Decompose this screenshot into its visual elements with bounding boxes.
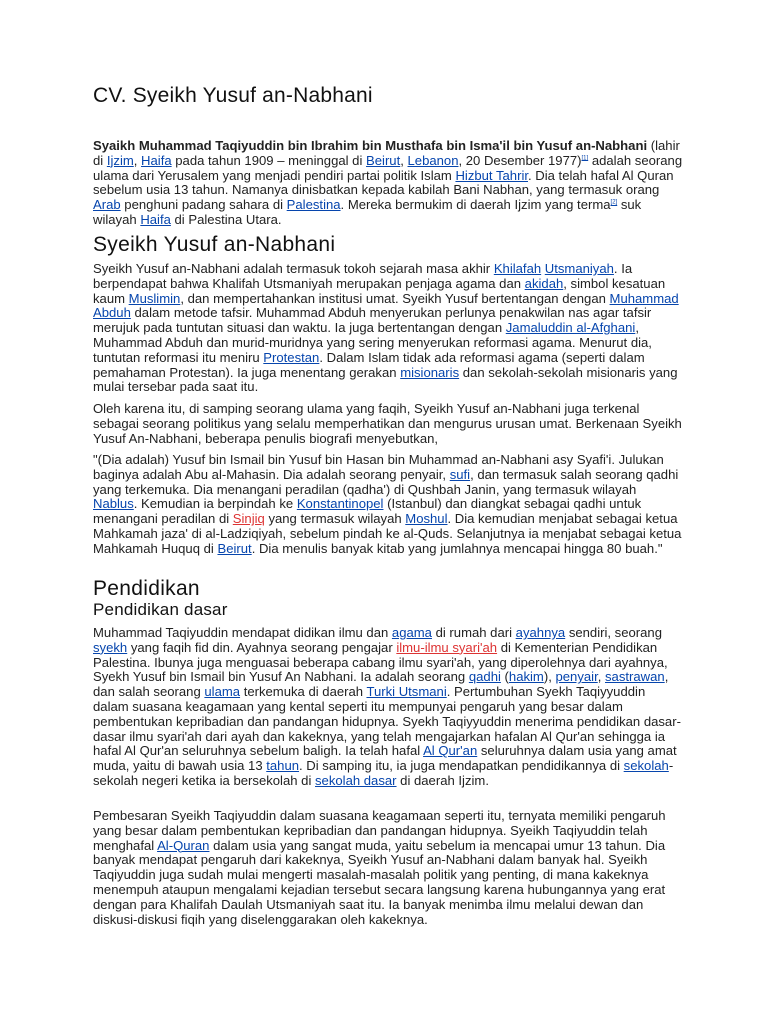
wiki-link[interactable]: Protestan	[263, 349, 320, 365]
paragraph-text: , dan termasuk salah seorang qadhi yang terkemuka. Dia menangani peradilan (qadha') di Qushbah Janin, yang termasuk wilayah	[93, 466, 679, 497]
paragraph-text: . Dalam Islam tidak ada reformasi agama (seperti dalam pemahaman Protestan). Ia juga menentang gerakan	[93, 349, 645, 380]
section2-paragraph-2	[93, 809, 683, 927]
paragraph-text: pada tahun 1909 – meninggal di	[171, 152, 367, 168]
paragraph-text: ,	[597, 669, 605, 685]
paragraph-text: dalam usia yang sangat muda, yaitu sebelum ia mencapai umur 13 tahun. Dia banyak mendapat pengaruh dari kakeknya, Syeikh Yusuf an-Nabhani dalam banyak hal. Syeikh Taqiyuddin juga sudah mulai mengerti masalah-masalah politik yang penting, di mana kakeknya menempuh ataupun mengalami kejadian tersebut secara langsung karena hubungannya yang erat dengan para Khalifah Daulah Utsmaniyah saat itu. Ia banyak menimba ilmu melalui dewan dan diskusi-diskusi fiqih yang diselenggarakan oleh kakeknya.	[93, 837, 666, 927]
paragraph-text: . Kemudian ia berpindah ke	[133, 496, 297, 512]
wiki-link[interactable]: sekolah dasar	[315, 772, 397, 788]
section2-paragraph-1	[93, 626, 683, 789]
wiki-link[interactable]: Ijzim	[106, 152, 134, 168]
wiki-link[interactable]: Moshul	[405, 511, 448, 527]
paragraph-text: di rumah dari	[431, 625, 516, 640]
wiki-link[interactable]: hakim	[508, 669, 544, 685]
wiki-link[interactable]: Haifa	[140, 211, 171, 227]
wiki-link[interactable]: Beirut	[366, 152, 401, 168]
wiki-link[interactable]: Hizbut Tahrir	[455, 167, 528, 183]
paragraph-text: Oleh karena itu, di samping seorang ulama yang faqih, Syeikh Yusuf an-Nabhani juga terkenal sebagai seorang politikus yang selalu memperhatikan dan mengurus urusan umat. Berkenaan Syeikh Yusuf An-Nabhani, beberapa penulis biografi menyebutkan,	[93, 401, 682, 446]
wiki-link[interactable]: Beirut	[217, 540, 252, 556]
paragraph-text: . Dia kemudian menjabat sebagai ketua Mahkamah jaza' di al-Ladziqiyah, sebelum pindah ke al-Quds. Selanjutnya ia menjabat sebagai ketua Mahkamah Huquq di	[93, 511, 682, 556]
paragraph-text: Pembesaran Syeikh Taqiyuddin dalam suasana keagamaan seperti itu, ternyata memiliki pengaruh yang besar dalam pembentukan kepribadian dan pandangan hidupnya. Syeikh Taqiyuddin telah menghafal	[93, 808, 666, 853]
section1-paragraph-1	[93, 262, 683, 395]
wiki-link[interactable]: Palestina	[286, 197, 341, 213]
paragraph-text: (Istanbul) dan diangkat sebagai qadhi untuk menangani peradilan di	[93, 496, 642, 527]
intro-paragraph	[93, 139, 683, 228]
paragraph-text: , Muhammad Abduh dan murid-muridnya yang sering menyerukan reformasi agama. Menurut dia, tuntutan reformasi itu meniru	[93, 320, 652, 365]
paragraph-text: ,	[133, 152, 142, 168]
paragraph-text: sendiri, seorang	[565, 625, 662, 640]
section-heading-pendidikan: Pendidikan	[93, 577, 200, 600]
paragraph-text: di daerah Ijzim.	[396, 772, 489, 788]
paragraph-text: terkemuka di daerah	[240, 684, 367, 700]
paragraph-text: , 20 Desember 1977)	[458, 152, 582, 168]
wiki-link[interactable]: agama	[391, 625, 432, 640]
paragraph-text: (	[500, 669, 509, 685]
paragraph-text: Muhammad Taqiyuddin mendapat didikan ilmu dan	[93, 625, 392, 640]
wiki-link[interactable]: Sinjiq	[232, 511, 265, 527]
wiki-link[interactable]: sastrawan	[605, 669, 665, 685]
paragraph-text: suk wilayah	[93, 197, 642, 227]
wiki-link[interactable]: Turki Utsmani	[366, 684, 447, 700]
paragraph-text: , simbol kesatuan kaum	[93, 275, 666, 306]
page-title: CV. Syeikh Yusuf an-Nabhani	[93, 84, 373, 107]
paragraph-text: penghuni padang sahara di	[120, 197, 287, 213]
paragraph-text: . Dia menulis banyak kitab yang jumlahnya mencapai hingga 80 buah."	[251, 540, 663, 556]
paragraph-text: ),	[543, 669, 556, 685]
paragraph-text: di Kementerian Pendidikan Palestina. Ibunya juga menguasai beberapa cabang ilmu syari'ah, yang diperolehnya dari ayahnya, Syekh Yusuf bin Ismail bin Yusuf An Nabhani. Ia adalah seorang	[93, 639, 668, 685]
paragraph-text: . Mereka bermukim di daerah Ijzim yang terma	[340, 197, 611, 213]
paragraph-text: dan sekolah-sekolah misionaris yang mulai tersebar pada saat itu.	[93, 364, 678, 395]
wiki-link[interactable]: Arab	[93, 197, 121, 213]
wiki-link[interactable]: Al-Quran	[157, 837, 210, 853]
paragraph-text: adalah seorang ulama dari Yerusalem yang menjadi pendiri partai politik Islam	[93, 152, 683, 183]
wiki-link[interactable]: Muhammad Abduh	[93, 290, 679, 321]
paragraph-text: , dan mempertahankan institusi umat. Syeikh Yusuf bertentangan dengan	[180, 290, 610, 306]
paragraph-text: . Di samping itu, ia juga mendapatkan pendidikannya di	[299, 758, 624, 774]
paragraph-text: dalam metode tafsir. Muhammad Abduh menyerukan perlunya penakwilan nas agar tafsir merujuk pada tuntutan situasi dan waktu. Ia juga bertentangan dengan	[93, 305, 652, 336]
wiki-link[interactable]: Al Qur'an	[423, 743, 478, 759]
wiki-link[interactable]: misionaris	[400, 364, 460, 380]
wiki-link[interactable]: sufi	[449, 466, 471, 482]
section1-paragraph-2	[93, 402, 683, 446]
section1-quote-paragraph	[93, 453, 683, 557]
wiki-link[interactable]: Lebanon	[407, 152, 459, 168]
bold-name-text: Syaikh Muhammad Taqiyuddin bin Ibrahim bin Musthafa bin Isma'il bin Yusuf an-Nabhani	[93, 138, 648, 153]
reference-link[interactable]: [2]	[610, 199, 618, 206]
wiki-link[interactable]: akidah	[524, 275, 564, 291]
wiki-link[interactable]: Konstantinopel	[296, 496, 384, 512]
paragraph-text: yang termasuk wilayah	[264, 511, 406, 527]
wiki-link[interactable]: qadhi	[468, 669, 501, 685]
paragraph-text: ,	[400, 152, 408, 168]
reference-link[interactable]: [1]	[581, 155, 589, 162]
wiki-link[interactable]: tahun	[266, 758, 300, 774]
paragraph-text: -sekolah negeri ketika ia bersekolah di	[93, 758, 674, 788]
wiki-link[interactable]: ilmu-ilmu syari'ah	[396, 639, 498, 655]
section-heading-syeikh-yusuf: Syeikh Yusuf an-Nabhani	[93, 233, 336, 256]
wiki-link[interactable]: Utsmaniyah	[544, 261, 614, 276]
wiki-link[interactable]: Haifa	[141, 152, 172, 168]
wiki-link[interactable]: sekolah	[623, 758, 669, 774]
paragraph-text: , dan salah seorang	[93, 669, 669, 700]
wiki-link[interactable]: Muslimin	[128, 290, 181, 306]
wiki-link[interactable]: syekh	[93, 639, 128, 655]
wiki-link[interactable]: ayahnya	[515, 625, 566, 640]
paragraph-text: . Dia telah hafal Al Quran sebelum usia 13 tahun. Namanya dinisbatkan kepada kabilah Bani Nabhan, yang termasuk orang	[93, 167, 674, 198]
paragraph-text: (lahir di	[93, 138, 680, 168]
paragraph-text: . Pertumbuhan Syekh Taqiyyuddin dalam suasana keagamaan yang kental seperti itu mempunyai pengaruh yang besar dalam pembentukan kepribadian dan pandangan hidupnya. Syekh Taqiyyuddin menerima pendidikan dasar-dasar ilmu syari'ah dari ayah dan kakeknya, yang telah mengajarkan hafalan Al Qur'an sehingga ia hafal Al Qur'an seluruhnya sebelum baligh. Ia telah hafal	[93, 684, 681, 759]
wiki-link[interactable]: ulama	[204, 684, 241, 700]
wiki-link[interactable]: Jamaluddin al-Afghani	[505, 320, 636, 336]
subheading-pendidikan-dasar: Pendidikan dasar	[93, 600, 228, 619]
paragraph-text: yang faqih fid din. Ayahnya seorang pengajar	[127, 639, 397, 655]
wiki-link[interactable]: Nablus	[93, 496, 134, 512]
paragraph-text: di Palestina Utara.	[170, 211, 282, 227]
paragraph-text: . Ia berpendapat bahwa Khalifah Utsmaniyah merupakan penjaga agama dan	[93, 261, 633, 291]
wiki-link[interactable]: Khilafah	[493, 261, 542, 276]
paragraph-text: "(Dia adalah) Yusuf bin Ismail bin Yusuf bin Hasan bin Muhammad an-Nabhani asy Syafi'i. Julukan baginya adalah Abu al-Mahasin. Dia adalah seorang penyair,	[93, 452, 664, 482]
paragraph-text: seluruhnya dalam usia yang amat muda, yaitu di bawah usia 13	[93, 743, 677, 774]
wiki-link[interactable]: penyair	[555, 669, 598, 685]
paragraph-text: Syeikh Yusuf an-Nabhani adalah termasuk tokoh sejarah masa akhir	[93, 261, 494, 276]
